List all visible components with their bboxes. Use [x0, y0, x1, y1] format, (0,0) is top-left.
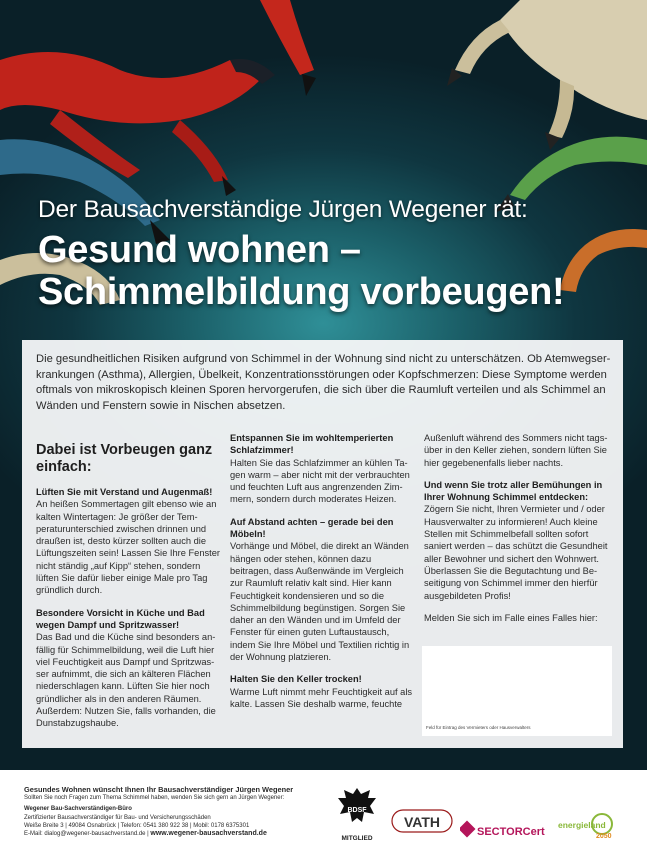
- tip-mold-found-body: Zögern Sie nicht, Ihren Vermieter und / oder Hausverwalter zu informieren! Auch kleine Stellen mit Schimmelbefall sollten sofort saniert werden – das schützt die Gesundheit aller Bewohner und sichert den Wohnwert. Überlassen Sie die Begutachtung und Beseitigung von Schimmel immer den hierfür ausgebildeten Profis!: [424, 504, 608, 601]
- headline-title-line1: Gesund wohnen –: [38, 229, 361, 271]
- column-2: [230, 432, 414, 720]
- headline-subtitle: Der Bausachverständige Jürgen Wegener rät:: [38, 196, 528, 223]
- bdsf-logo: [334, 784, 380, 842]
- column-3: [424, 432, 614, 634]
- tip-cellar-body-continued: Außenluft während des Sommers nicht tagsüber in den Keller ziehen, sondern lüften Sie hier gegebenenfalls lieber nachts.: [424, 433, 608, 468]
- footer-email[interactable]: E-Mail: dialog@wegener-bausachverstand.de |: [24, 831, 151, 838]
- sectorcert-logo-text: SECTORCert: [477, 826, 545, 838]
- tip-kitchen-bath-body: Das Bad und die Küche sind besonders anfällig für Schimmelbildung, weil die Luft hier viel Feuchtigkeit aus Dampf und Spritzwasser aufnimmt, die sich an kälteren Flächen niederschlagen kann. Lüften Sie hier noch gründlicher als in den anderen Räumen. Außerdem: Nutzen Sie, falls vorhanden, die Dunstabzugshaube.: [36, 632, 216, 729]
- column-1-lead: Dabei ist Vorbeugen ganz einfach:: [36, 442, 213, 475]
- headline-title: [38, 229, 638, 313]
- tip-kitchen-bath-heading: Besondere Vorsicht in Küche und Bad wegen Dampf und Spritzwasser!: [36, 607, 205, 630]
- tip-cellar-body: Warme Luft nimmt mehr Feuchtigkeit auf als kalte. Lassen Sie deshalb warme, feuchte: [230, 686, 413, 709]
- tip-furniture-heading: Auf Abstand achten – gerade bei den Möbeln!: [230, 516, 394, 540]
- tip-ventilation-body: An heißen Sommertagen gilt ebenso wie an kalten Wintertagen: Je größer der Temperaturunterschied zwischen drinnen und draußen ist, desto kürzer sollten auch die Lüftungszeiten sein! Lassen Sie Ihre Fenster nicht ständig „auf Kipp“ stehen, sondern lüften Sie dafür lieber einige Male pro Tag gründlich durch.: [36, 499, 220, 596]
- footer-office: Wegener Bau-Sachverständigen-Büro: [24, 806, 132, 813]
- sectorcert-logo: [460, 818, 550, 844]
- footer-role: Zertifizierter Bausachverständiger für Bau- und Versicherungsschäden: [24, 814, 211, 821]
- vath-logo-mark: [388, 806, 456, 840]
- energieland-logo-mark: [556, 812, 626, 852]
- headline-block: [38, 196, 638, 313]
- footer: [0, 770, 647, 858]
- headline-title-line2: Schimmelbildung vorbeugen!: [38, 271, 565, 313]
- contact-prompt: Melden Sie sich im Falle eines Falles hier:: [424, 612, 598, 623]
- bdsf-logo-text: BDSF: [347, 807, 367, 814]
- footer-contact: [24, 786, 344, 838]
- eagle-icon: [334, 784, 380, 830]
- footer-email-web: [24, 830, 344, 838]
- column-1: [36, 432, 222, 740]
- energieland-logo-text: energieland: [558, 820, 606, 830]
- energieland-logo: [556, 812, 626, 852]
- vath-logo-text: VATH: [403, 814, 441, 830]
- content-panel: [22, 340, 623, 748]
- tip-furniture-body: Vorhänge und Möbel, die direkt an Wänden hängen oder stehen, können dazu beitragen, dass Außenwände im Vergleich zur Raumluft relativ kalt sind. Hier kann Feuchtigkeit kondensieren und so die Schimmelbildung begünstigen. Sorgen Sie daher an den Wänden und im Umfeld der Fenster für einen guten Luftaustausch, indem Sie Ihre Möbel und Textilien richtig in der Wohnung platzieren.: [230, 541, 410, 663]
- footer-greeting: Gesundes Wohnen wünscht Ihnen Ihr Bausachverständiger Jürgen Wegener: [24, 785, 294, 794]
- energieland-logo-year: 2050: [596, 833, 612, 840]
- vath-logo: [388, 806, 456, 840]
- tip-bedroom-body: Halten Sie das Schlafzimmer an kühlen Tagen warm – aber nicht mit der verbrauchten und feuchten Luft aus angrenzenden Zimmern, sondern durch moderates Heizen.: [230, 457, 410, 505]
- landlord-entry-caption: Feld für Eintrag des Vermieters oder Hausverwalters: [426, 725, 531, 730]
- landlord-entry-field[interactable]: [422, 646, 612, 736]
- footer-questions: Sollten Sie noch Fragen zum Thema Schimmel haben, wenden Sie sich gern an Jürgen Wegener:: [24, 795, 285, 802]
- tip-cellar-heading: Halten Sie den Keller trocken!: [230, 674, 362, 685]
- sectorcert-logo-mark: [460, 818, 550, 844]
- tip-ventilation-heading: Lüften Sie mit Verstand und Augenmaß!: [36, 487, 213, 497]
- intro-paragraph: Die gesundheitlichen Risiken aufgrund von Schimmel in der Wohnung sind nicht zu unterschätzen. Ob Atemwegserkrankungen (Asthma), Allergien, Übelkeit, Konzentrationsstörungen oder Kopfschmerzen: Diese Symptome werden oftmals von mikroskopisch kleinen Sporen hervorgerufen, die sich über die Raumluft verteilen und als Schimmel an Wänden und Fenstern sowie in Nischen absetzen.: [36, 353, 611, 412]
- footer-website[interactable]: www.wegener-bausachverstand.de: [150, 830, 267, 838]
- bdsf-caption: MITGLIED: [341, 835, 373, 842]
- tip-bedroom-heading: Entspannen Sie im wohltemperierten Schlafzimmer!: [230, 433, 394, 456]
- tip-mold-found-heading: Und wenn Sie trotz aller Bemühungen in Ihrer Wohnung Schimmel entdecken:: [424, 479, 603, 503]
- footer-address: Weiße Breite 3 | 49084 Osnabrück | Telefon: 0541 380 922 38 | Mobil: 0178 6375301: [24, 822, 250, 829]
